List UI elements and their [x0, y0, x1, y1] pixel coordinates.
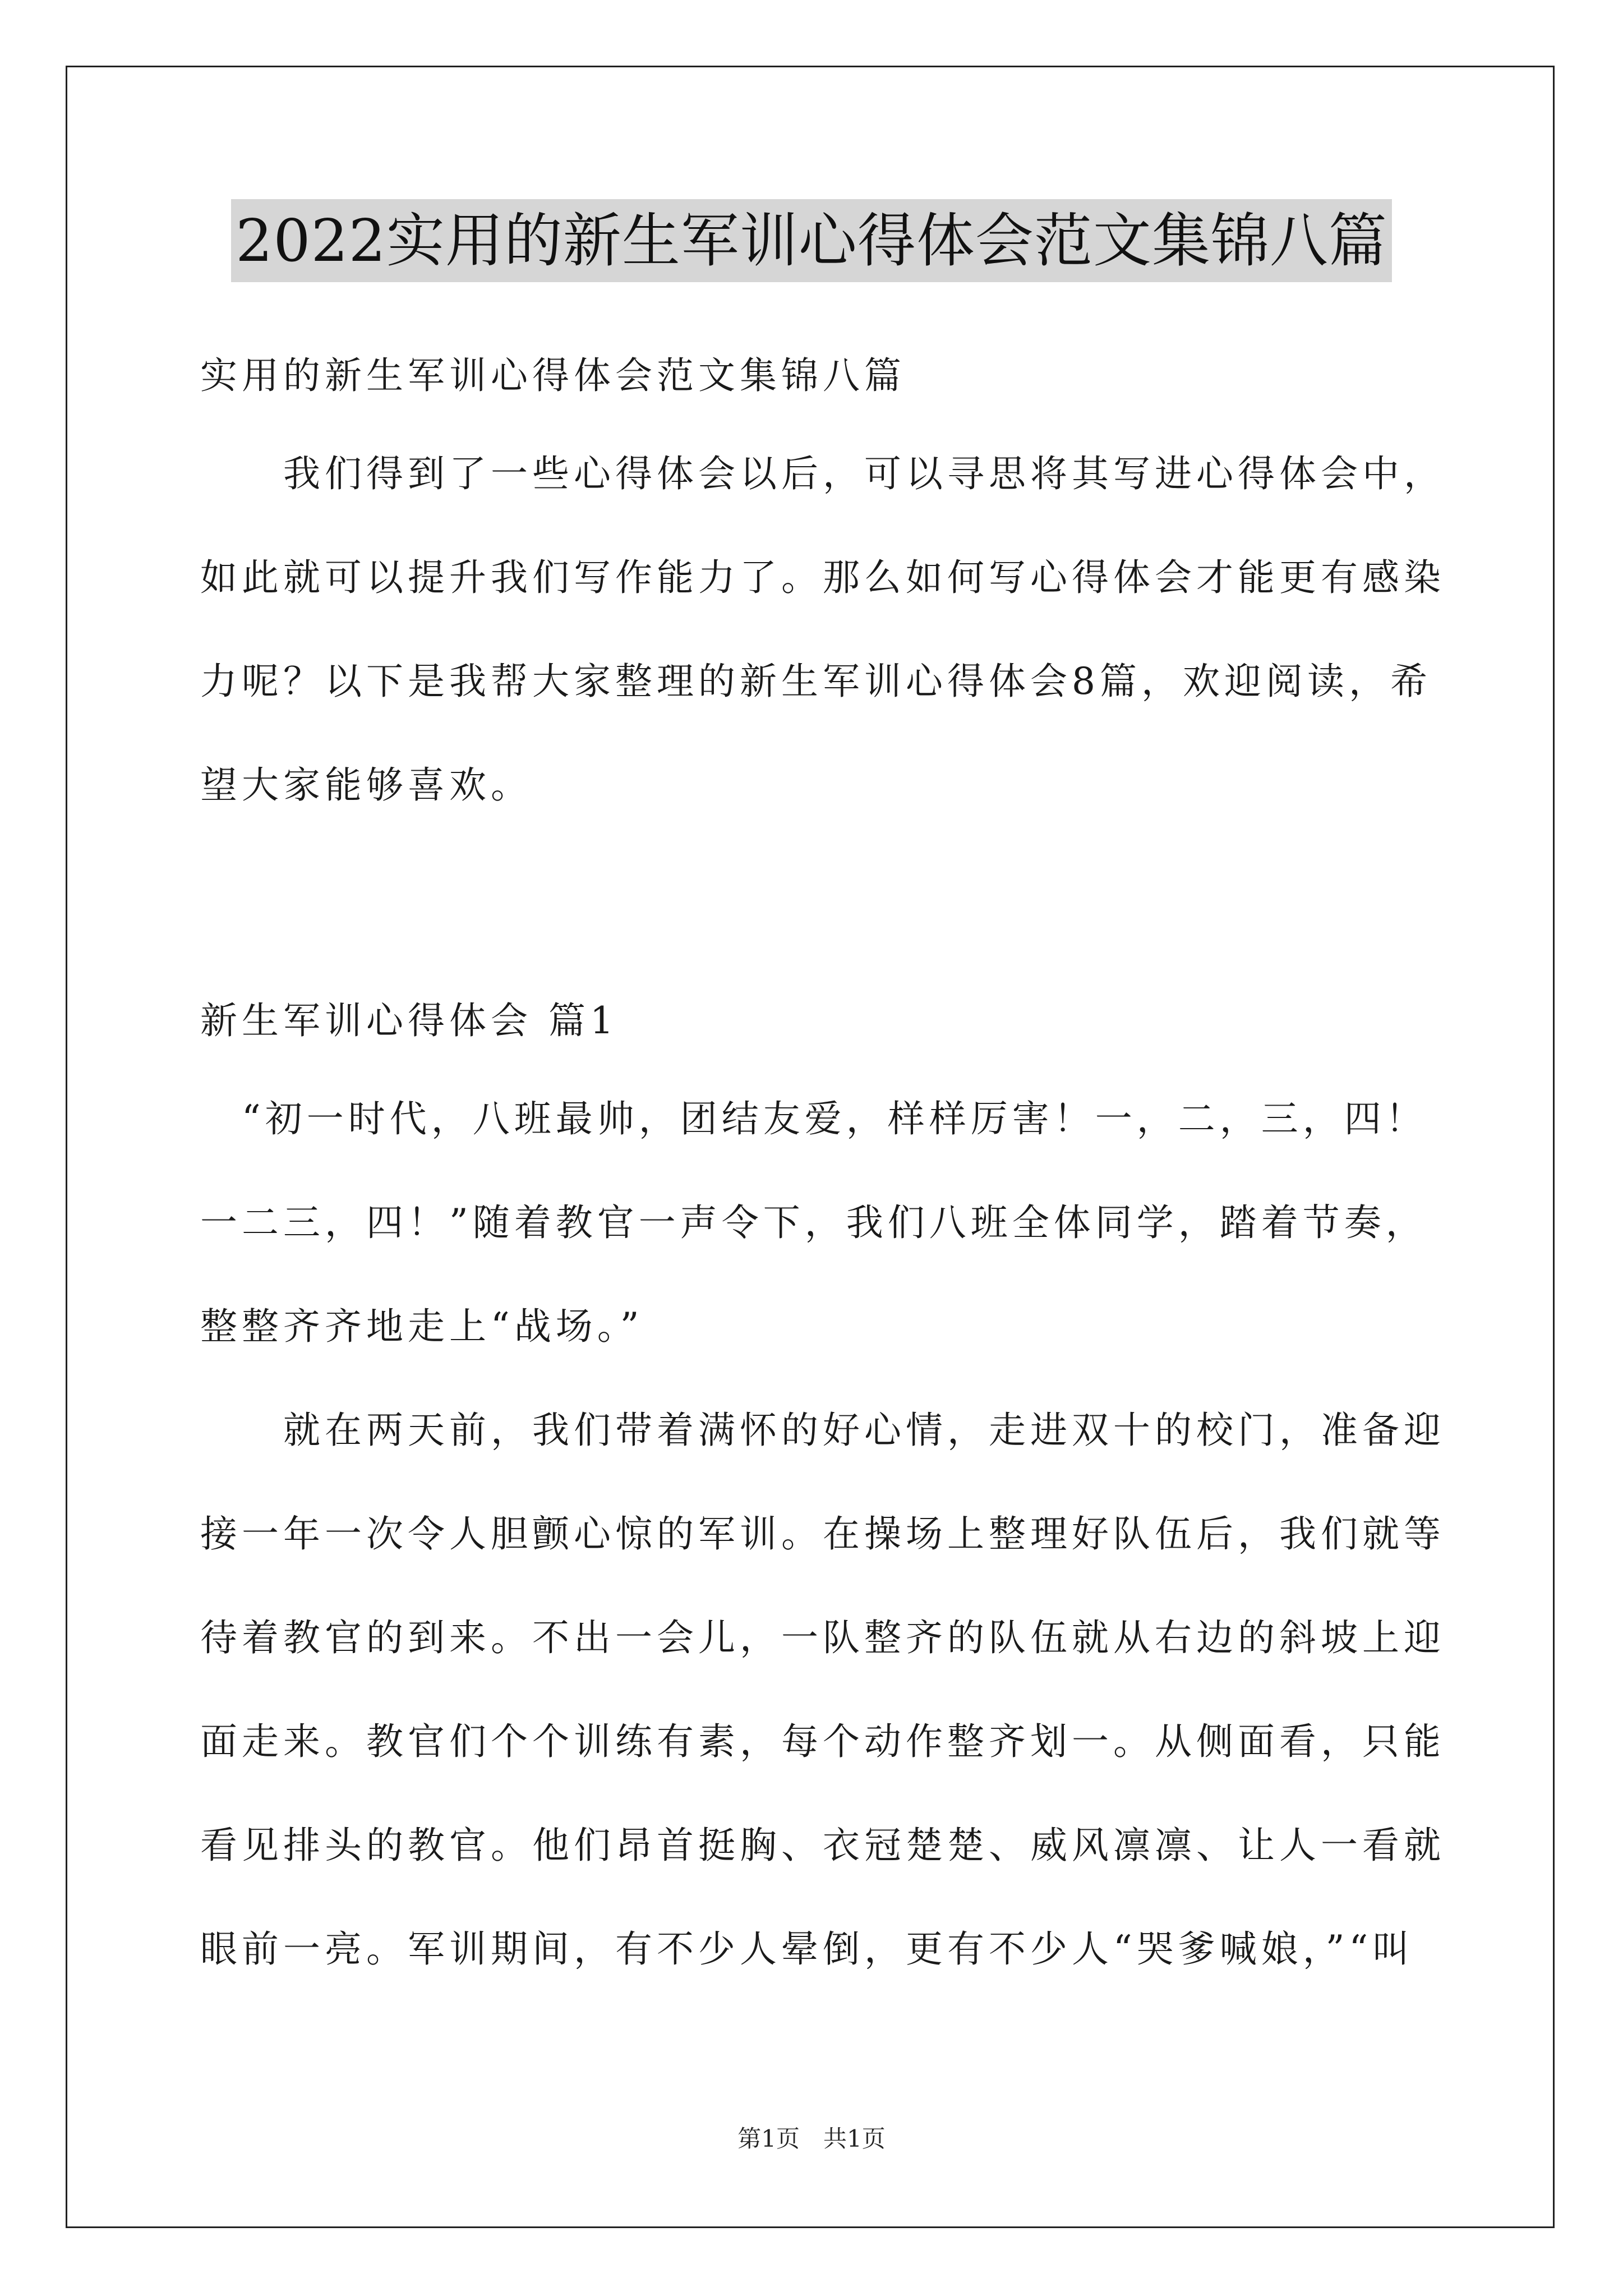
section-line-3: 整整齐齐地走上“战场。”: [200, 1305, 644, 1348]
subtitle: 实用的新生军训心得体会范文集锦八篇: [200, 354, 906, 397]
intro-line-4: 望大家能够喜欢。: [200, 763, 532, 807]
section-line-5: 接一年一次令人胆颤心惊的军训。在操场上整理好队伍后，我们就等: [200, 1512, 1445, 1556]
section-line-1: “初一时代，八班最帅，团结友爱，样样厉害！一，二，三，四！: [200, 1097, 1427, 1140]
section-line-8: 看见排头的教官。他们昂首挺胸、衣冠楚楚、威风凛凛、让人一看就: [200, 1824, 1445, 1867]
document-title: 2022实用的新生军训心得体会范文集锦八篇: [231, 199, 1392, 282]
section-line-6: 待着教官的到来。不出一会儿，一队整齐的队伍就从右边的斜坡上迎: [200, 1616, 1445, 1659]
title-container: [0, 199, 1623, 282]
section-line-2: 一二三，四！”随着教官一声令下，我们八班全体同学，踏着节奏，: [200, 1201, 1427, 1244]
section-line-9: 眼前一亮。军训期间，有不少人晕倒，更有不少人“哭爹喊娘，”“叫: [200, 1927, 1414, 1971]
intro-line-3: 力呢？以下是我帮大家整理的新生军训心得体会8篇，欢迎阅读，希: [200, 660, 1432, 703]
section-line-7: 面走来。教官们个个训练有素，每个动作整齐划一。从侧面看，只能: [200, 1720, 1445, 1763]
section-heading: 新生军训心得体会 篇1: [200, 999, 618, 1042]
intro-line-2: 如此就可以提升我们写作能力了。那么如何写心得体会才能更有感染: [200, 556, 1445, 599]
section-line-4: 就在两天前，我们带着满怀的好心情，走进双十的校门，准备迎: [200, 1409, 1445, 1452]
intro-line-1: 我们得到了一些心得体会以后，可以寻思将其写进心得体会中，: [200, 452, 1445, 495]
page-footer: 第1页 共1页: [737, 2125, 886, 2152]
